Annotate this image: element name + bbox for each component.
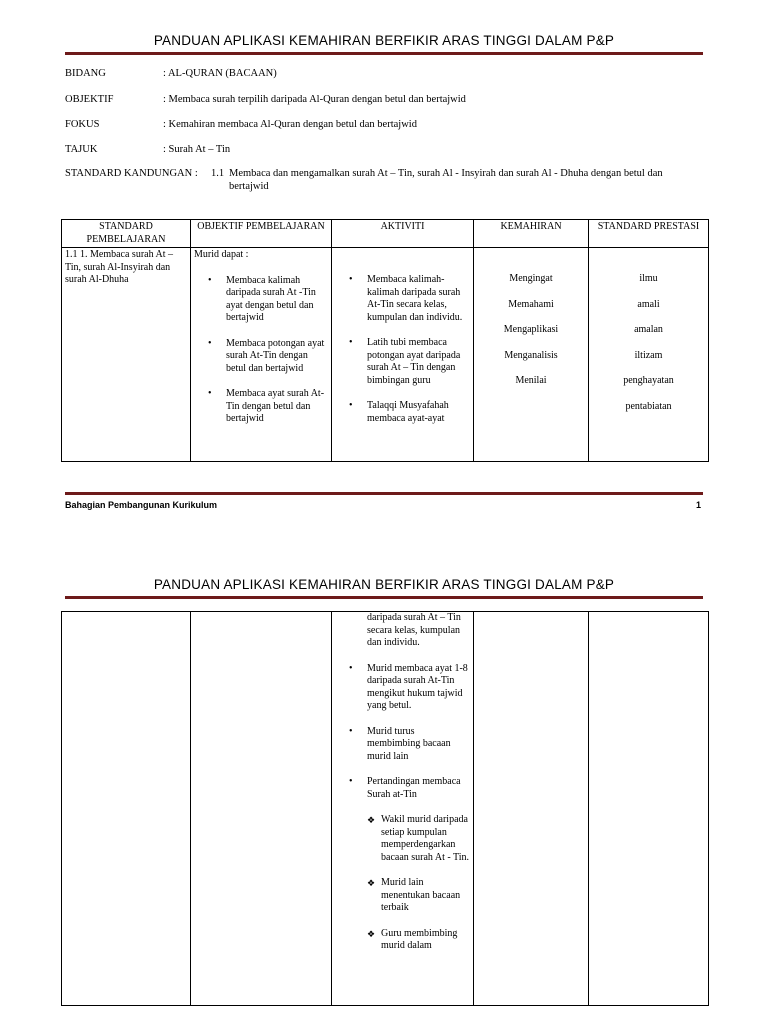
list-item: Mengaplikasi — [503, 324, 559, 335]
sub-list-item: ❖ Guru membimbing murid dalam — [381, 928, 470, 953]
cell-kemahiran — [474, 248, 589, 462]
list-item: iltizam — [634, 349, 663, 361]
sk-label: STANDARD KANDUNGAN : — [65, 168, 198, 179]
footer-rule — [65, 492, 703, 495]
cell-standard-pembelajaran — [62, 248, 191, 462]
list-item: • Talaqqi Musyafahah membaca ayat-ayat — [367, 400, 470, 425]
field-label: FOKUS — [65, 119, 100, 130]
cell-aktiviti — [332, 248, 474, 462]
list-item: • Membaca potongan ayat surah At-Tin dengan betul dan bertajwid — [226, 338, 328, 376]
kemahiran-list — [477, 273, 585, 388]
header-standard-pembelajaran: STANDARD PEMBELAJARAN — [62, 220, 191, 248]
list-item: ilmu — [639, 273, 658, 284]
field-label: BIDANG — [65, 68, 106, 79]
cell-objektif — [191, 248, 332, 462]
cell-standard-prestasi — [589, 612, 709, 1006]
field-value: : AL-QURAN (BACAAN) — [163, 68, 277, 79]
cell-aktiviti — [332, 612, 474, 1006]
lesson-table-continued — [61, 611, 709, 1006]
header-kemahiran: KEMAHIRAN — [474, 220, 589, 248]
page-title-2: PANDUAN APLIKASI KEMAHIRAN BERFIKIR ARAS TINGGI DALAM P&P — [153, 577, 615, 592]
field-value: : Kemahiran membaca Al-Quran dengan betul dan bertajwid — [163, 119, 417, 130]
list-item: Memahami — [508, 298, 554, 310]
aktiviti-list — [335, 274, 470, 425]
sub-list — [367, 814, 470, 953]
header-objektif-pembelajaran: OBJEKTIF PEMBELAJARAN — [191, 220, 332, 248]
list-item: pentabiatan — [625, 400, 672, 412]
list-item: amalan — [634, 324, 663, 335]
field-label: OBJEKTIF — [65, 94, 114, 105]
sub-list-item: ❖ Murid lain menentukan bacaan terbaik — [381, 877, 470, 915]
table-header-row — [62, 220, 709, 248]
list-item: • Membaca ayat surah At-Tin dengan betul dan bertajwid — [226, 388, 328, 426]
cell-objektif — [191, 612, 332, 1006]
page-number: 1 — [696, 500, 702, 510]
header-rule-2 — [65, 596, 703, 599]
field-value: : Membaca surah terpilih daripada Al-Quran dengan betul dan bertajwid — [163, 94, 466, 105]
list-item: • Latih tubi membaca potongan ayat daripada surah At – Tin dengan bimbingan guru — [367, 337, 470, 387]
list-item: Mengingat — [509, 273, 553, 284]
sub-list-item: ❖ Wakil murid daripada setiap kumpulan memperdengarkan bacaan surah At - Tin. — [381, 814, 470, 864]
objektif-intro: Murid dapat : — [194, 249, 249, 260]
page-title: PANDUAN APLIKASI KEMAHIRAN BERFIKIR ARAS TINGGI DALAM P&P — [153, 33, 615, 48]
cell-kemahiran — [474, 612, 589, 1006]
lesson-table — [61, 219, 709, 462]
list-item: • Murid membaca ayat 1-8 daripada surah At-Tin mengikut hukum tajwid yang betul. — [367, 663, 470, 713]
objektif-list — [194, 275, 328, 426]
header-standard-prestasi: STANDARD PRESTASI — [589, 220, 709, 248]
sk-number: 1.1 — [211, 168, 225, 179]
field-value: : Surah At – Tin — [163, 144, 231, 155]
footer-text: Bahagian Pembangunan Kurikulum — [65, 500, 218, 510]
list-item: Menilai — [515, 375, 547, 386]
list-item: penghayatan — [623, 375, 674, 386]
table-row — [62, 248, 709, 462]
header-rule — [65, 52, 703, 55]
prestasi-list — [592, 273, 705, 413]
sk-value: Membaca dan mengamalkan surah At – Tin, surah Al - Insyirah dan surah Al - Dhuha dengan betul dan bertajwid — [229, 168, 663, 192]
list-item: • Membaca kalimah daripada surah At -Tin ayat dengan betul dan bertajwid — [226, 275, 328, 325]
standard-pembelajaran-text: 1.1 1. Membaca surah At – Tin, surah Al-Insyirah dan surah Al-Dhuha — [65, 249, 174, 285]
header-aktiviti: AKTIVITI — [332, 220, 474, 248]
list-item: • Pertandingan membaca Surah at-Tin — [367, 776, 470, 801]
list-item: • Murid turus membimbing bacaan murid lain — [367, 726, 470, 764]
list-item: • Membaca kalimah-kalimah daripada surah At-Tin secara kelas, kumpulan dan individu. — [367, 274, 470, 324]
cell-standard-pembelajaran — [62, 612, 191, 1006]
aktiviti-continued: daripada surah At – Tin secara kelas, kumpulan dan individu. — [367, 612, 461, 648]
table-row — [62, 612, 709, 1006]
list-item: Menganalisis — [504, 349, 558, 361]
list-item: amali — [637, 298, 660, 310]
cell-standard-prestasi — [589, 248, 709, 462]
aktiviti-list — [335, 663, 470, 802]
field-label: TAJUK — [65, 144, 98, 155]
